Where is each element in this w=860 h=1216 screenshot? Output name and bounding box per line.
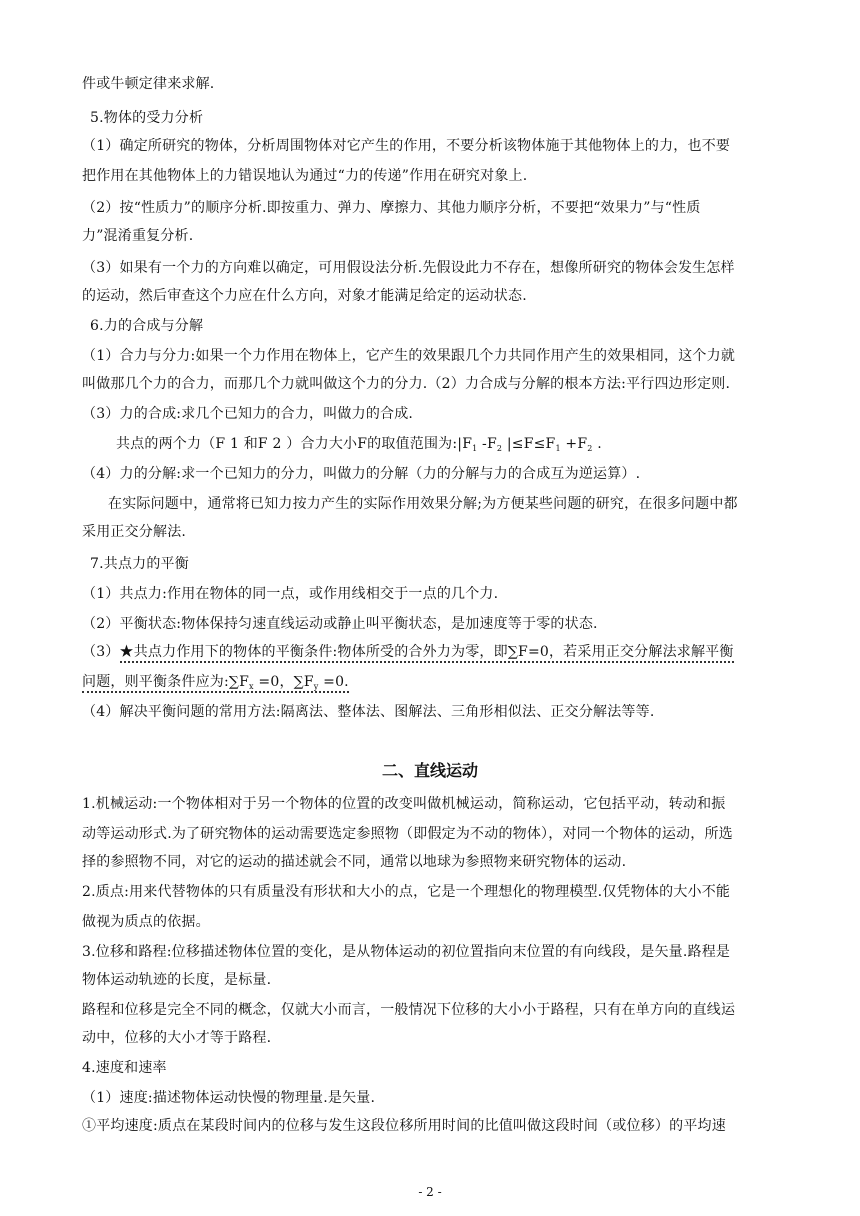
text-prefix: （3）	[82, 644, 120, 660]
text-line: （2）按“性质力”的顺序分析.即按重力、弹力、摩擦力、其他力顺序分析，不要把“效果力”与“性质	[82, 200, 701, 216]
section-title: 二、直线运动	[381, 761, 478, 780]
text-line: 路程和位移是完全不同的概念，仅就大小而言，一般情况下位移的大小小于路程，只有在单方向的直线运	[82, 1002, 736, 1018]
subscript: 2	[587, 444, 593, 453]
formula-text: 共点的两个力（F 1 和F 2 ）合力大小F的取值范围为:|F	[116, 436, 473, 452]
formula-line	[116, 434, 602, 459]
text-line: （4）解决平衡问题的常用方法:隔离法、整体法、图解法、三角形相似法、正交分解法等等.	[82, 704, 655, 720]
text-line: 件或牛顿定律来求解.	[82, 76, 215, 92]
formula-text: 问题，则平衡条件应为:∑F	[82, 674, 250, 690]
text-line: 2.质点:用来代替物体的只有质量没有形状和大小的点，它是一个理想化的物理模型.仅凭物体的大小不能	[82, 884, 731, 900]
text-line: 动中，位移的大小才等于路程.	[82, 1030, 272, 1046]
text-line: （1）确定所研究的物体，分析周围物体对它产生的作用，不要分析该物体施于其他物体上的力，也不要	[82, 138, 731, 154]
text-line: （1）共点力:作用在物体的同一点，或作用线相交于一点的几个力.	[82, 586, 499, 602]
text-line: 采用正交分解法.	[82, 524, 187, 540]
heading-equilibrium: 7.共点力的平衡	[90, 556, 189, 572]
text-line: （3）力的合成:求几个已知力的合力，叫做力的合成.	[82, 406, 414, 422]
text-line: 把作用在其他物体上的力错误地认为通过“力的传递”作用在研究对象上.	[82, 168, 528, 184]
formula-text: +F	[560, 436, 588, 452]
formula-text: -F	[477, 436, 497, 452]
text-line: 择的参照物不同，对它的运动的描述就会不同，通常以地球为参照物来研究物体的运动.	[82, 854, 627, 870]
text-line: 物体运动轨迹的长度，是标量.	[82, 972, 272, 988]
text-line: （1）速度:描述物体运动快慢的物理量.是矢量.	[82, 1090, 376, 1106]
subscript: x	[249, 682, 254, 691]
text-line: 做视为质点的依据。	[82, 914, 210, 930]
text-line: 动等运动形式.为了研究物体的运动需要选定参照物（即假定为不动的物体），对同一个物体的运动，所选	[82, 826, 733, 842]
equilibrium-condition-cont	[82, 674, 349, 693]
text-line: 叫做那几个力的合力，而那几个力就叫做这个力的分力.（2）力合成与分解的根本方法:平行四边形定则.	[82, 376, 731, 392]
text-line: 3.位移和路程:位移描述物体位置的变化，是从物体运动的初位置指向末位置的有向线段，是矢量.路程是	[82, 944, 731, 960]
text-line: 的运动，然后审查这个力应在什么方向，对象才能满足给定的运动状态.	[82, 288, 527, 304]
heading-force-composition: 6.力的合成与分解	[90, 318, 204, 334]
formula-text: =0，∑F	[253, 674, 314, 690]
text-line: （3）如果有一个力的方向难以确定，可用假设法分析.先假设此力不存在，想像所研究的物体会发生怎样	[82, 260, 735, 276]
subscript: y	[313, 682, 319, 691]
text-line: 1.机械运动:一个物体相对于另一个物体的位置的改变叫做机械运动，简称运动，它包括平动，转动和振	[82, 796, 726, 812]
text-line: （2）平衡状态:物体保持匀速直线运动或静止叫平衡状态，是加速度等于零的状态.	[82, 616, 598, 632]
subscript: 2	[496, 444, 503, 453]
formula-text: .	[592, 436, 602, 452]
text-line: （4）力的分解:求一个已知力的分力，叫做力的分解（力的分解与力的合成互为逆运算）.	[82, 466, 641, 482]
subscript: 1	[472, 444, 478, 453]
equilibrium-condition: ★共点力作用下的物体的平衡条件:物体所受的合外力为零，即∑F=0，若采用正交分解法求解平衡	[120, 644, 734, 663]
subscript: 1	[555, 444, 561, 453]
text-line: 力”混淆重复分析.	[82, 228, 194, 244]
heading-force-analysis: 5.物体的受力分析	[90, 110, 204, 126]
text-line: 在实际问题中，通常将已知力按力产生的实际作用效果分解;为方便某些问题的研究，在很多问题中都	[108, 496, 738, 512]
formula-text: |≤F≤F	[502, 436, 556, 452]
text-line: ①平均速度:质点在某段时间内的位移与发生这段位移所用时间的比值叫做这段时间（或位移）的平均速	[82, 1118, 726, 1134]
formula-text: =0.	[318, 674, 349, 690]
text-line-highlighted	[82, 642, 734, 662]
page-number: - 2 -	[418, 1185, 442, 1199]
text-line: （1）合力与分力:如果一个力作用在物体上，它产生的效果跟几个力共同作用产生的效果相同，这个力就	[82, 348, 736, 364]
heading-velocity: 4.速度和速率	[82, 1060, 167, 1076]
text-line-highlighted	[82, 672, 349, 697]
